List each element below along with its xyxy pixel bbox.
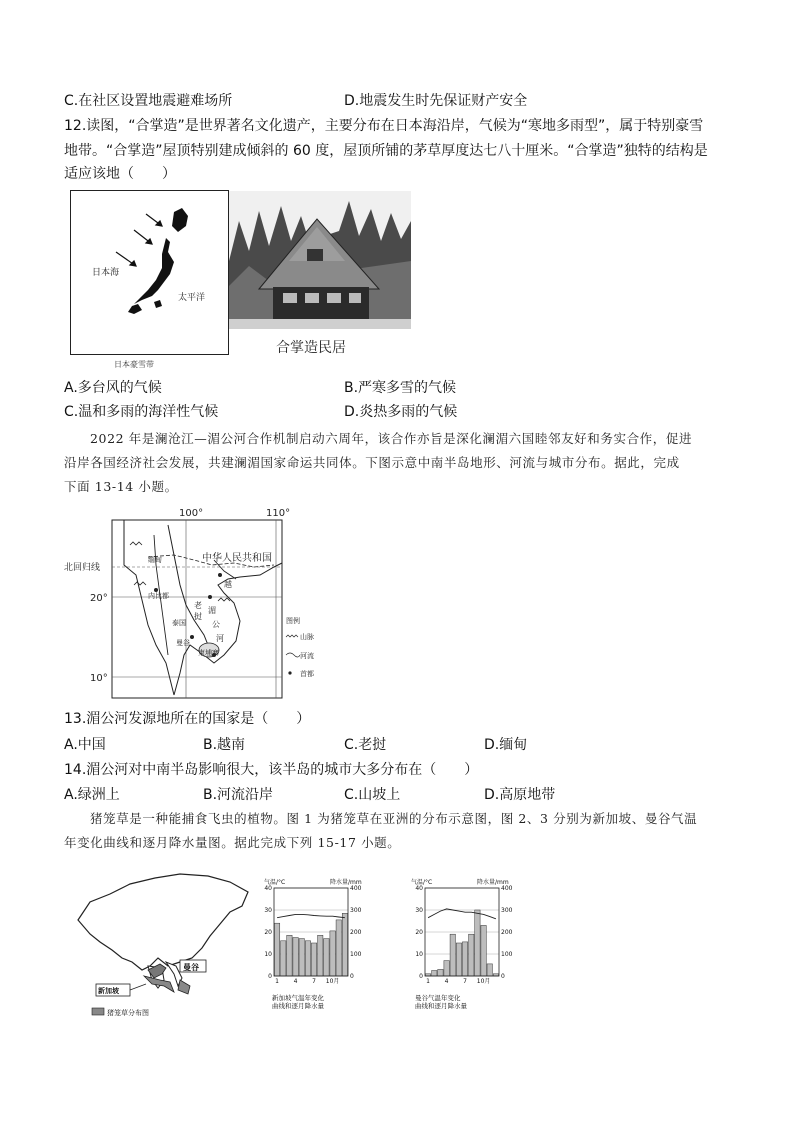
bk-precip-bar — [469, 934, 474, 976]
sg-ytick-left: 10 — [264, 951, 272, 958]
sg-precip-bar — [293, 938, 298, 977]
sg-ylabel-right: 降水量/mm — [330, 879, 362, 886]
sg-ytick-right: 0 — [350, 973, 354, 980]
bk-ytick-left: 20 — [415, 929, 423, 936]
q12-stem-line1: 12.读图，“合掌造”是世界著名文化遗产，主要分布在日本海沿岸，气候为“寒地多雨型”，属于特别豪雪 — [64, 118, 704, 134]
legend-river: 河流 — [300, 652, 314, 660]
lat-20: 20° — [90, 593, 108, 604]
label-mekong-3: 河 — [216, 634, 224, 643]
label-mekong-2: 公 — [212, 620, 220, 629]
q13-option-d: D.缅甸 — [484, 737, 528, 753]
label-bangkok: 曼谷 — [176, 639, 190, 647]
bk-precip-bar — [462, 942, 467, 976]
sg-precip-bar — [274, 923, 279, 976]
legend-mountain: 山脉 — [300, 633, 314, 641]
lat-tropic: 北回归线 — [64, 563, 101, 573]
sg-precip-bar — [305, 941, 310, 976]
map-label-sea-of-japan: 日本海 — [92, 268, 120, 278]
sg-caption-1: 新加坡气温年变化 — [272, 994, 324, 1002]
bk-ytick-left: 0 — [419, 973, 423, 980]
bk-ytick-right: 400 — [501, 885, 513, 892]
legend-title: 图例 — [286, 617, 300, 625]
label-myanmar: 缅甸 — [148, 556, 162, 564]
bk-caption-1: 曼谷气温年变化 — [415, 994, 461, 1002]
bk-precip-bar — [456, 943, 461, 976]
q14-option-a: A.绿洲上 — [64, 787, 120, 803]
bk-xtick: 7 — [463, 978, 467, 985]
q11-option-c: C.在社区设置地震避难场所 — [64, 93, 233, 109]
sg-ytick-right: 200 — [350, 929, 362, 936]
bk-xtick: 1 — [426, 978, 430, 985]
photo-caption: 合掌造民居 — [276, 340, 346, 356]
sg-ytick-right: 100 — [350, 951, 362, 958]
bk-precip-bar — [450, 934, 455, 976]
label-mekong-1: 湄 — [208, 606, 216, 615]
q12-option-c: C.温和多雨的海洋性气候 — [64, 404, 219, 420]
label-naypyidaw: 内比都 — [148, 592, 169, 600]
q14-option-b: B.河流沿岸 — [203, 787, 274, 803]
map-label-pacific: 太平洋 — [178, 293, 206, 303]
intro-15-17-line2: 年变化曲线和逐月降水量图。据此完成下列 15-17 小题。 — [64, 835, 401, 850]
legend-capital: 首都 — [300, 670, 314, 678]
sg-ytick-left: 0 — [268, 973, 272, 980]
bk-precip-bar — [475, 910, 480, 976]
sg-xtick: 4 — [293, 978, 298, 985]
singapore-climate-chart — [256, 876, 360, 1008]
bk-precip-bar — [481, 925, 486, 976]
lon-110: 110° — [266, 508, 291, 519]
sg-xtick: 1 — [275, 978, 279, 985]
label-thailand: 泰国 — [172, 619, 186, 627]
bk-ylabel-right: 降水量/mm — [477, 879, 509, 886]
sg-xtick: 7 — [312, 978, 316, 985]
q12-stem-line3: 适应该地（ ） — [64, 166, 176, 182]
sg-precip-bar — [324, 939, 329, 976]
gassho-house-photo — [229, 191, 411, 329]
sg-precip-bar — [330, 931, 335, 976]
label-bangkok-asia: 曼谷 — [183, 963, 199, 972]
bk-ytick-right: 100 — [501, 951, 513, 958]
sg-precip-bar — [281, 941, 286, 976]
sg-ytick-left: 20 — [264, 929, 272, 936]
sg-ylabel-left: 气温/°C — [264, 879, 286, 886]
intro-13-14-line3: 下面 13-14 小题。 — [64, 479, 178, 494]
sg-precip-bar — [336, 920, 341, 976]
sg-precip-bar — [342, 913, 347, 976]
asia-distribution-map — [70, 862, 255, 1022]
q14-stem: 14.湄公河对中南半岛影响很大，该半岛的城市大多分布在（ ） — [64, 762, 479, 778]
asia-map-legend: 猪笼草分布图 — [107, 1009, 149, 1017]
bk-precip-bar — [432, 971, 437, 977]
sg-ytick-left: 30 — [264, 907, 272, 914]
q12-option-a: A.多台风的气候 — [64, 380, 162, 396]
label-cambodia: 柬埔寨 — [198, 649, 219, 657]
q12-option-b: B.严寒多雪的气候 — [344, 380, 457, 396]
sg-precip-bar — [299, 939, 304, 976]
bk-ytick-right: 200 — [501, 929, 513, 936]
intro-15-17-line1: 猪笼草是一种能捕食飞虫的植物。图 1 为猪笼草在亚洲的分布示意图，图 2、3 分别为新加坡、曼谷气温 — [90, 811, 698, 826]
indochina-map — [64, 505, 314, 700]
sg-ytick-right: 300 — [350, 907, 362, 914]
lat-10: 10° — [90, 673, 108, 684]
bk-ytick-left: 30 — [415, 907, 423, 914]
japan-snow-map — [70, 190, 230, 372]
q13-option-c: C.老挝 — [344, 737, 387, 753]
q11-option-d: D.地震发生时先保证财产安全 — [344, 93, 528, 109]
label-laos-1: 老 — [194, 601, 202, 610]
sg-ytick-left: 40 — [264, 885, 272, 892]
bk-ylabel-left: 气温/°C — [411, 879, 433, 886]
label-singapore-asia: 新加坡 — [98, 987, 119, 995]
label-laos-2: 挝 — [194, 612, 202, 621]
q13-option-a: A.中国 — [64, 737, 106, 753]
q14-option-d: D.高原地带 — [484, 787, 556, 803]
q14-option-c: C.山坡上 — [344, 787, 401, 803]
sg-ytick-right: 400 — [350, 885, 362, 892]
bk-xtick: 4 — [444, 978, 449, 985]
bk-ytick-right: 0 — [501, 973, 505, 980]
lon-100: 100° — [179, 508, 204, 519]
sg-caption-2: 曲线和逐月降水量 — [272, 1002, 324, 1010]
sg-xtick: 10月 — [325, 978, 340, 985]
q13-option-b: B.越南 — [203, 737, 246, 753]
bk-caption-2: 曲线和逐月降水量 — [415, 1002, 467, 1010]
bangkok-climate-chart — [407, 876, 511, 1008]
q12-stem-line2: 地带。“合掌造”屋顶特别建成倾斜的 60 度，屋顶所铺的茅草厚度达七八十厘米。“合掌造”独特的结构是 — [64, 143, 708, 159]
intro-13-14-line2: 沿岸各国经济社会发展，共建澜湄国家命运共同体。下图示意中南半岛地形、河流与城市分布。据此，完成 — [64, 455, 680, 470]
sg-temperature-line — [277, 914, 345, 917]
bk-xtick: 10月 — [476, 978, 491, 985]
bk-temperature-line — [428, 909, 496, 919]
label-vietnam: 越 — [224, 580, 232, 589]
q13-stem: 13.湄公河发源地所在的国家是（ ） — [64, 711, 311, 727]
intro-13-14-line1: 2022 年是澜沧江—湄公河合作机制启动六周年，该合作亦旨是深化澜湄六国睦邻友好和务实合作，促进 — [90, 431, 693, 446]
sg-precip-bar — [287, 935, 292, 976]
bk-ytick-left: 40 — [415, 885, 423, 892]
label-china: 中华人民共和国 — [202, 553, 272, 564]
bk-precip-bar — [487, 964, 492, 976]
bk-ytick-left: 10 — [415, 951, 423, 958]
bk-ytick-right: 300 — [501, 907, 513, 914]
bk-precip-bar — [444, 961, 449, 976]
q12-option-d: D.炎热多雨的气候 — [344, 404, 458, 420]
sg-precip-bar — [318, 935, 323, 976]
bk-precip-bar — [438, 969, 443, 976]
map-caption: 日本豪雪带 — [114, 360, 154, 369]
sg-precip-bar — [311, 943, 316, 976]
